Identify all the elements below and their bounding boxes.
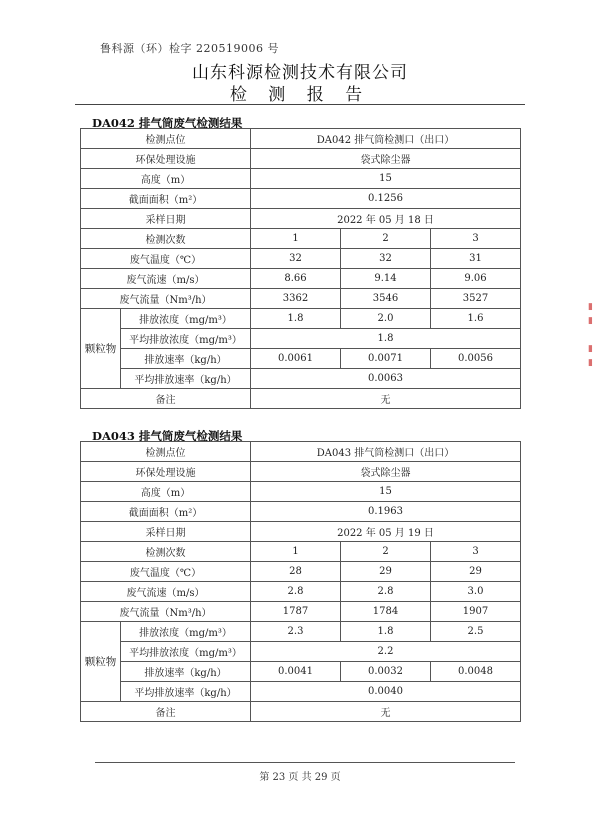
rate-value: 0.0071: [341, 349, 431, 369]
label-cell: 平均排放浓度（mg/m³）: [121, 329, 251, 349]
table-row: [81, 522, 521, 542]
conc-value: 1.8: [341, 622, 431, 642]
header-divider: [75, 104, 525, 105]
conc-value: 2.5: [431, 622, 521, 642]
seal-edge-mark: ▮ ▮ ▮ ▮: [588, 302, 593, 368]
label-cell: 排放浓度（mg/m³）: [121, 309, 251, 329]
table-row: [81, 249, 521, 269]
table-row: [81, 702, 521, 722]
table-row: [81, 129, 521, 149]
point-value: DA042 排气筒检测口（出口）: [251, 129, 521, 149]
label-cell: 检测次数: [81, 542, 251, 562]
page-number: 第 23 页 共 29 页: [259, 772, 341, 783]
rate-value: 0.0048: [431, 662, 521, 682]
temp-value: 32: [251, 249, 341, 269]
avg-rate-value: 0.0063: [251, 369, 521, 389]
document-number: 鲁科源（环）检字 220519006 号: [100, 42, 279, 55]
flow-value: 3362: [251, 289, 341, 309]
run-number: 2: [341, 542, 431, 562]
table-row: [81, 642, 521, 662]
table-row: [81, 289, 521, 309]
date-value: 2022 年 05 月 19 日: [251, 522, 521, 542]
area-value: 0.1963: [251, 502, 521, 522]
point-value: DA043 排气筒检测口（出口）: [251, 442, 521, 462]
label-cell: 截面面积（m²）: [81, 502, 251, 522]
avg-rate-value: 0.0040: [251, 682, 521, 702]
label-cell: 平均排放浓度（mg/m³）: [121, 642, 251, 662]
rate-value: 0.0056: [431, 349, 521, 369]
height-value: 15: [251, 482, 521, 502]
label-cell: 平均排放速率（kg/h）: [121, 369, 251, 389]
area-value: 0.1256: [251, 189, 521, 209]
temp-value: 29: [341, 562, 431, 582]
label-cell: 废气温度（℃）: [81, 249, 251, 269]
conc-value: 2.3: [251, 622, 341, 642]
label-cell: 采样日期: [81, 209, 251, 229]
run-number: 3: [431, 542, 521, 562]
table-row: [81, 349, 521, 369]
flow-value: 1784: [341, 602, 431, 622]
label-cell: 排放浓度（mg/m³）: [121, 622, 251, 642]
table-row: [81, 562, 521, 582]
velocity-value: 3.0: [431, 582, 521, 602]
results-table-da042: [80, 128, 521, 409]
pollutant-label: 颗粒物: [81, 622, 121, 702]
facility-value: 袋式除尘器: [251, 149, 521, 169]
table-row: [81, 329, 521, 349]
label-cell: 检测点位: [81, 129, 251, 149]
label-cell: 备注: [81, 389, 251, 409]
facility-value: 袋式除尘器: [251, 462, 521, 482]
velocity-value: 9.06: [431, 269, 521, 289]
table-row: [81, 462, 521, 482]
temp-value: 31: [431, 249, 521, 269]
pollutant-label: 颗粒物: [81, 309, 121, 389]
table-row: [81, 602, 521, 622]
conc-value: 1.8: [251, 309, 341, 329]
table-row: [81, 269, 521, 289]
table-row: [81, 482, 521, 502]
flow-value: 1787: [251, 602, 341, 622]
table-row: [81, 309, 521, 329]
rate-value: 0.0041: [251, 662, 341, 682]
label-cell: 废气温度（℃）: [81, 562, 251, 582]
avg-conc-value: 2.2: [251, 642, 521, 662]
section-title-da043: DA043 排气筒废气检测结果: [92, 429, 243, 443]
label-cell: 废气流量（Nm³/h）: [81, 289, 251, 309]
velocity-value: 2.8: [341, 582, 431, 602]
table-row: [81, 622, 521, 642]
label-cell: 截面面积（m²）: [81, 189, 251, 209]
temp-value: 32: [341, 249, 431, 269]
label-cell: 备注: [81, 702, 251, 722]
table-row: [81, 369, 521, 389]
label-cell: 环保处理设施: [81, 462, 251, 482]
label-cell: 检测点位: [81, 442, 251, 462]
label-cell: 高度（m）: [81, 482, 251, 502]
velocity-value: 9.14: [341, 269, 431, 289]
date-value: 2022 年 05 月 18 日: [251, 209, 521, 229]
label-cell: 高度（m）: [81, 169, 251, 189]
rate-value: 0.0032: [341, 662, 431, 682]
temp-value: 28: [251, 562, 341, 582]
conc-value: 1.6: [431, 309, 521, 329]
label-cell: 废气流速（m/s）: [81, 582, 251, 602]
velocity-value: 8.66: [251, 269, 341, 289]
label-cell: 排放速率（kg/h）: [121, 662, 251, 682]
label-cell: 废气流速（m/s）: [81, 269, 251, 289]
conc-value: 2.0: [341, 309, 431, 329]
temp-value: 29: [431, 562, 521, 582]
label-cell: 平均排放速率（kg/h）: [121, 682, 251, 702]
label-cell: 检测次数: [81, 229, 251, 249]
table-row: [81, 389, 521, 409]
table-row: [81, 149, 521, 169]
table-row: [81, 542, 521, 562]
label-cell: 环保处理设施: [81, 149, 251, 169]
table-row: [81, 169, 521, 189]
label-cell: 废气流量（Nm³/h）: [81, 602, 251, 622]
run-number: 2: [341, 229, 431, 249]
table-row: [81, 209, 521, 229]
height-value: 15: [251, 169, 521, 189]
velocity-value: 2.8: [251, 582, 341, 602]
table-row: [81, 582, 521, 602]
remark-value: 无: [251, 389, 521, 409]
footer-divider: [95, 762, 515, 763]
avg-conc-value: 1.8: [251, 329, 521, 349]
run-number: 1: [251, 229, 341, 249]
label-cell: 排放速率（kg/h）: [121, 349, 251, 369]
table-row: [81, 662, 521, 682]
table-row: [81, 189, 521, 209]
flow-value: 3527: [431, 289, 521, 309]
remark-value: 无: [251, 702, 521, 722]
results-table-da043: [80, 441, 521, 722]
report-title: 检 测 报 告: [229, 85, 371, 105]
run-number: 3: [431, 229, 521, 249]
flow-value: 1907: [431, 602, 521, 622]
run-number: 1: [251, 542, 341, 562]
rate-value: 0.0061: [251, 349, 341, 369]
table-row: [81, 442, 521, 462]
section-title-da042: DA042 排气筒废气检测结果: [92, 116, 243, 130]
table-row: [81, 229, 521, 249]
table-row: [81, 502, 521, 522]
flow-value: 3546: [341, 289, 431, 309]
label-cell: 采样日期: [81, 522, 251, 542]
company-name: 山东科源检测技术有限公司: [192, 63, 408, 83]
table-row: [81, 682, 521, 702]
